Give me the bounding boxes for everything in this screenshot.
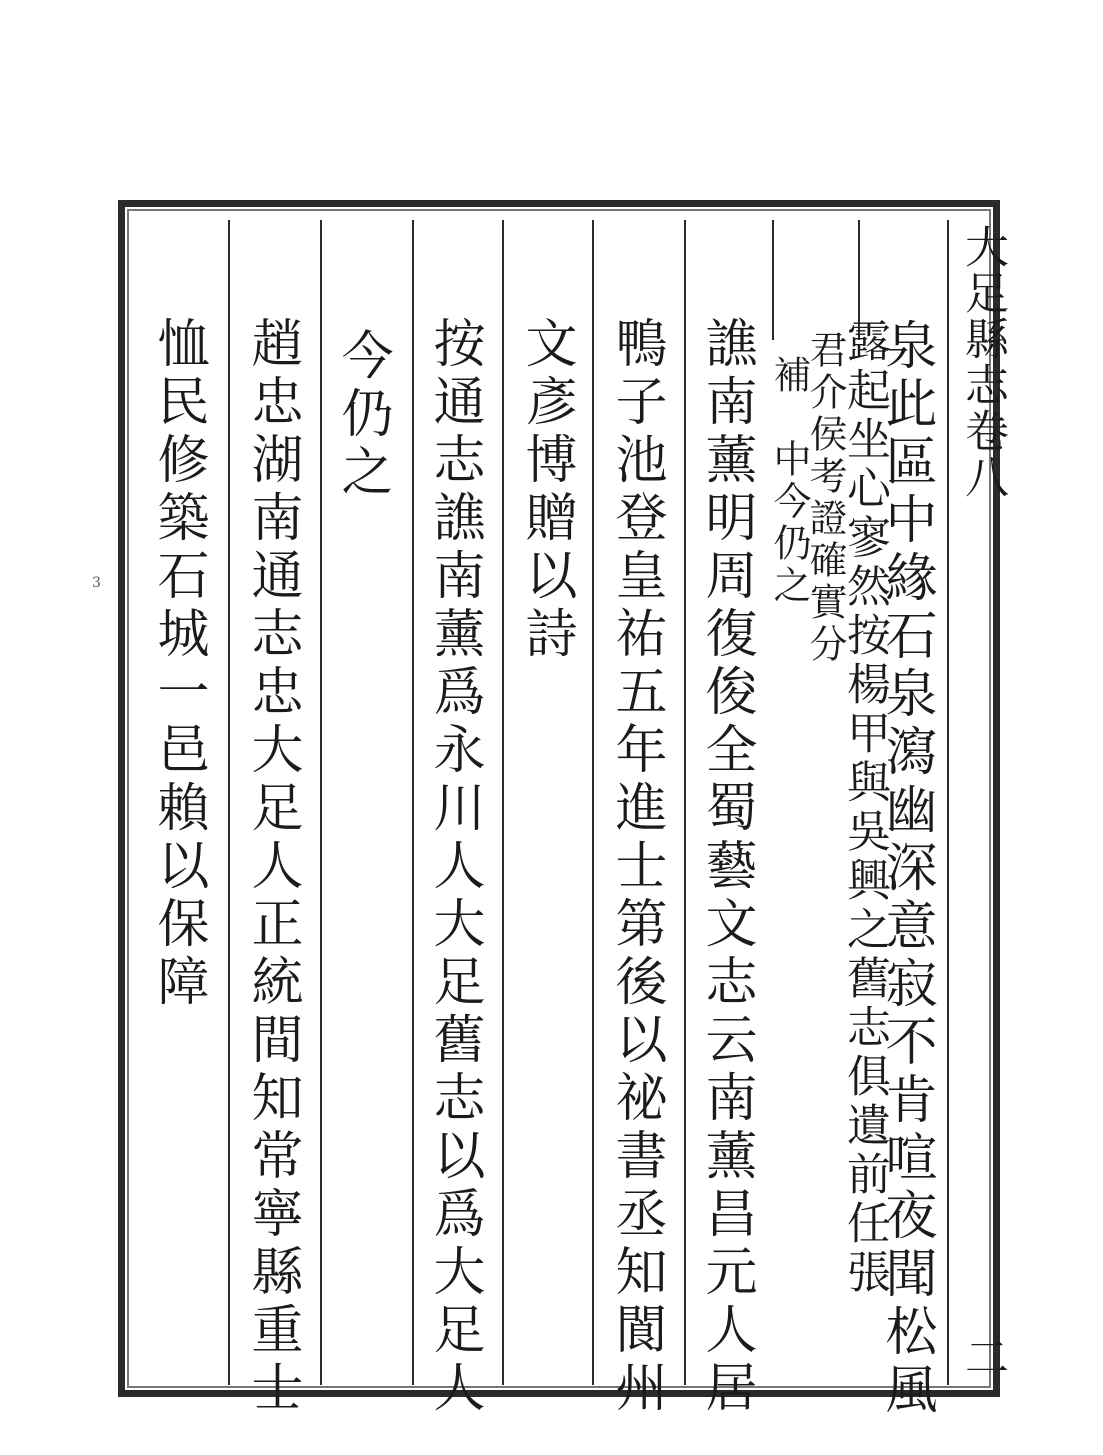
text-column: 按通志譙南薰爲永川人大足舊志以爲大足人 xyxy=(424,316,484,1418)
header-column xyxy=(948,222,1008,1382)
text-column: 露起坐心寥然按楊甲與吳興之舊志俱遺前任張 xyxy=(839,318,890,1298)
text-column: 鴨子池登皇祐五年進士第後以祕書丞知閬州 xyxy=(606,316,666,1418)
text-column: 今仍之 xyxy=(332,328,392,502)
column-rule xyxy=(772,220,774,340)
text-column: 補 中今仍之 xyxy=(767,355,811,607)
column-rule xyxy=(947,220,949,1385)
column-rule xyxy=(320,220,322,1385)
text-column: 譙南薰明周復俊全蜀藝文志云南薰昌元人居 xyxy=(696,316,756,1418)
text-column: 趙忠湖南通志忠大足人正統間知常寧縣重士 xyxy=(242,316,302,1418)
text-column: 恤民修築石城一邑賴以保障 xyxy=(148,316,208,1012)
text-column: 君介侯考證確實分 xyxy=(803,330,847,666)
text-column: 泉此區中緣石泉瀉幽深意寂不肯喧夜聞松風 xyxy=(876,318,936,1420)
book-title: 大足縣志卷八 xyxy=(957,224,1008,500)
column-rule xyxy=(502,220,504,1385)
column-rule xyxy=(412,220,414,1385)
column-rule xyxy=(592,220,594,1385)
column-rule xyxy=(684,220,686,1385)
column-rule xyxy=(228,220,230,1385)
text-column: 文彥博贈以詩 xyxy=(516,316,576,664)
edge-mark: 3 xyxy=(92,575,101,591)
page-number: 二 xyxy=(957,1334,1008,1378)
